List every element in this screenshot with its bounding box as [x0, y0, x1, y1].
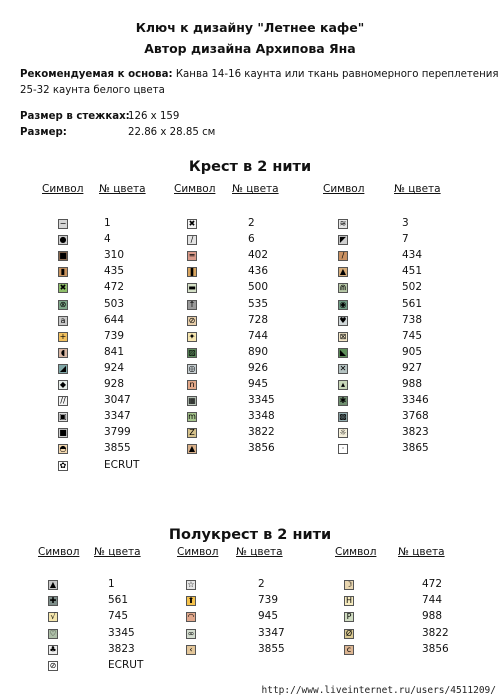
color-number: 7: [402, 233, 409, 246]
base-value-1: Канва 14-16 каунта или ткань равномерного переплетения: [175, 69, 499, 80]
stitch-symbol-icon: ▣: [59, 412, 67, 422]
color-number: 644: [104, 313, 125, 326]
stitch-symbol-icon: ∞: [187, 628, 195, 638]
color-number: 744: [422, 594, 443, 607]
color-number: 926: [248, 361, 269, 374]
color-number: 3347: [258, 626, 285, 639]
stitch-symbol-icon: ✖: [59, 283, 67, 293]
stitch-symbol-icon: −: [59, 219, 67, 228]
stitch-symbol-icon: ✱: [339, 396, 347, 406]
header-symbol: Символ: [42, 183, 84, 195]
section-cross-title: Крест в 2 нити: [188, 159, 312, 175]
color-number: 3823: [402, 426, 429, 439]
color-number: 841: [104, 345, 125, 358]
color-number: 3855: [104, 442, 131, 455]
stitch-symbol-icon: ⊘: [188, 315, 196, 325]
color-number: 3345: [248, 394, 275, 407]
base-label: Рекомендуемая к основа:: [20, 69, 173, 80]
stitch-symbol-icon: ◢: [59, 363, 67, 373]
stitch-symbol-icon: ▲: [188, 444, 196, 454]
stitch-symbol-icon: ◎: [188, 363, 196, 373]
stitch-symbol-icon: ✿: [59, 460, 67, 470]
color-number: 3865: [402, 442, 429, 455]
stitch-symbol-icon: /: [338, 251, 348, 261]
stitch-symbol-icon: ✚: [49, 596, 57, 606]
color-number: 500: [248, 281, 269, 294]
stitch-symbol-icon: Z: [187, 428, 197, 438]
stitch-symbol-icon: ◖: [58, 348, 68, 358]
size-label: Размер:: [20, 127, 67, 138]
color-number: 945: [258, 610, 279, 623]
stitch-symbol-icon: ■: [59, 251, 67, 261]
color-number: 3047: [104, 394, 131, 407]
stitch-symbol-icon: √: [48, 612, 58, 622]
header-color-number: № цвета: [232, 183, 279, 195]
color-number: 738: [402, 313, 423, 326]
header-color-number: № цвета: [99, 183, 146, 195]
color-number: 927: [402, 361, 423, 374]
document-title: Ключ к дизайну "Летнее кафе": [135, 20, 365, 35]
size-row: [20, 126, 216, 140]
color-number: 3855: [258, 642, 285, 655]
color-number: 472: [422, 578, 443, 590]
header-symbol: Символ: [174, 183, 216, 195]
color-number: 3822: [248, 426, 275, 439]
header-symbol: Символ: [323, 183, 365, 195]
color-number: 1: [108, 578, 115, 590]
color-number: 905: [402, 345, 423, 358]
color-number: ECRUT: [104, 458, 140, 471]
stitch-symbol-icon: ⊘: [49, 661, 57, 670]
stitch-symbol-icon: ▬: [188, 283, 196, 293]
color-number: 4: [104, 233, 111, 246]
stitch-symbol-icon: ☆: [187, 580, 195, 589]
header-symbol: Символ: [38, 546, 80, 558]
header-symbol: Символ: [177, 546, 219, 558]
color-number: 3768: [402, 410, 429, 423]
color-number: 451: [402, 265, 423, 278]
color-number: 2: [248, 217, 255, 229]
stitch-symbol-icon: ▮: [58, 267, 68, 277]
stitch-symbol-icon: P: [344, 612, 354, 622]
stitch-symbol-icon: ✖: [188, 219, 196, 228]
color-number: 988: [402, 378, 423, 390]
color-number: ECRUT: [108, 659, 144, 671]
stitch-symbol-icon: ▲: [339, 267, 347, 277]
color-number: 728: [248, 313, 269, 326]
document-author: Автор дизайна Архипова Яна: [144, 41, 356, 56]
stitch-symbol-icon: ⊠: [339, 331, 347, 341]
color-number: 745: [108, 610, 129, 623]
color-number: 502: [402, 281, 423, 294]
stitch-symbol-icon: ▦: [188, 396, 196, 406]
color-number: 503: [104, 297, 125, 310]
base-value-2: 25-32 каунта белого цвета: [20, 85, 165, 96]
color-number: 890: [248, 345, 269, 358]
stitch-symbol-icon: ■: [59, 428, 67, 438]
stitch-symbol-icon: ·: [338, 444, 348, 454]
stitch-symbol-icon: ◣: [339, 347, 347, 357]
stitch-symbol-icon: ▲: [49, 580, 57, 589]
color-number: 988: [422, 610, 443, 623]
stitch-symbol-icon: c: [344, 645, 354, 655]
header-color-number: № цвета: [236, 546, 283, 558]
section-half-title: Полукрест в 2 нити: [168, 527, 332, 543]
stitch-symbol-icon: ∕: [187, 235, 197, 245]
size-stitches-label: Размер в стежках:: [20, 111, 130, 122]
color-number: 3346: [402, 394, 429, 407]
stitch-symbol-icon: Ø: [345, 628, 353, 638]
color-number: 3345: [108, 626, 135, 639]
color-number: 744: [248, 329, 269, 342]
color-number: 3: [402, 217, 409, 229]
color-number: 924: [104, 361, 125, 374]
stitch-symbol-icon: //: [58, 396, 68, 406]
color-number: 3799: [104, 426, 131, 439]
stitch-symbol-icon: ☽: [345, 580, 353, 589]
stitch-symbol-icon: +: [59, 331, 67, 341]
stitch-symbol-icon: ◤: [339, 235, 347, 245]
stitch-symbol-icon: ✦: [188, 331, 196, 341]
color-number: 2: [258, 578, 265, 590]
stitch-symbol-icon: ‹: [186, 645, 196, 655]
header-color-number: № цвета: [394, 183, 441, 195]
stitch-symbol-icon: ◠: [187, 612, 195, 622]
color-number: 434: [402, 249, 423, 262]
stitch-symbol-icon: ◉: [339, 299, 347, 309]
stitch-symbol-icon: ●: [59, 235, 67, 245]
header-symbol: Символ: [335, 546, 377, 558]
stitch-symbol-icon: ▨: [188, 347, 196, 357]
header-color-number: № цвета: [94, 546, 141, 558]
stitch-symbol-icon: ⬆: [187, 596, 195, 606]
size-value: 22.86 x 28.85 см: [128, 127, 216, 138]
stitch-symbol-icon: ≋: [339, 219, 347, 228]
color-number: 1: [104, 217, 111, 229]
stitch-symbol-icon: ◓: [59, 444, 67, 454]
stitch-symbol-icon: ✕: [339, 363, 347, 373]
stitch-symbol-icon: ♣: [49, 644, 57, 654]
color-number: 561: [108, 594, 129, 607]
color-number: 3823: [108, 642, 135, 655]
stitch-symbol-icon: ▩: [339, 412, 347, 422]
stitch-symbol-icon: n: [187, 380, 197, 390]
color-number: 436: [248, 265, 269, 278]
color-number: 3856: [422, 642, 449, 655]
color-number: 3856: [248, 442, 275, 455]
color-number: 310: [104, 249, 125, 262]
base-line-1: [20, 68, 498, 82]
color-number: 3822: [422, 626, 449, 639]
color-number: 535: [248, 297, 269, 310]
stitch-symbol-icon: a: [58, 316, 68, 326]
stitch-symbol-icon: ↑: [188, 299, 196, 309]
color-number: 739: [258, 594, 279, 607]
color-number: 6: [248, 233, 255, 246]
stitch-symbol-icon: ▴: [338, 380, 348, 390]
stitch-symbol-icon: ═: [187, 251, 197, 261]
color-number: 561: [402, 297, 423, 310]
stitch-symbol-icon: ☼: [339, 428, 347, 438]
stitch-symbol-icon: ❚: [188, 267, 196, 277]
stitch-symbol-icon: H: [345, 596, 352, 606]
stitch-symbol-icon: ⊗: [59, 299, 67, 309]
color-number: 3348: [248, 410, 275, 423]
color-number: 739: [104, 329, 125, 342]
color-number: 945: [248, 378, 269, 390]
size-stitches-value: 126 x 159: [128, 111, 180, 122]
stitch-symbol-icon: m: [188, 412, 196, 422]
stitch-symbol-icon: ⋒: [339, 283, 347, 293]
header-color-number: № цвета: [398, 546, 445, 558]
stitch-symbol-icon: ♡: [49, 628, 57, 638]
color-number: 435: [104, 265, 125, 278]
color-number: 745: [402, 329, 423, 342]
color-number: 472: [104, 281, 125, 294]
color-number: 3347: [104, 410, 131, 423]
stitch-symbol-icon: ♥: [339, 315, 347, 325]
size-stitches-row: [20, 110, 180, 124]
color-number: 928: [104, 378, 125, 390]
footer-url: http://www.liveinternet.ru/users/4511209/: [261, 685, 496, 696]
color-number: 402: [248, 249, 269, 262]
stitch-symbol-icon: ◆: [59, 380, 67, 389]
